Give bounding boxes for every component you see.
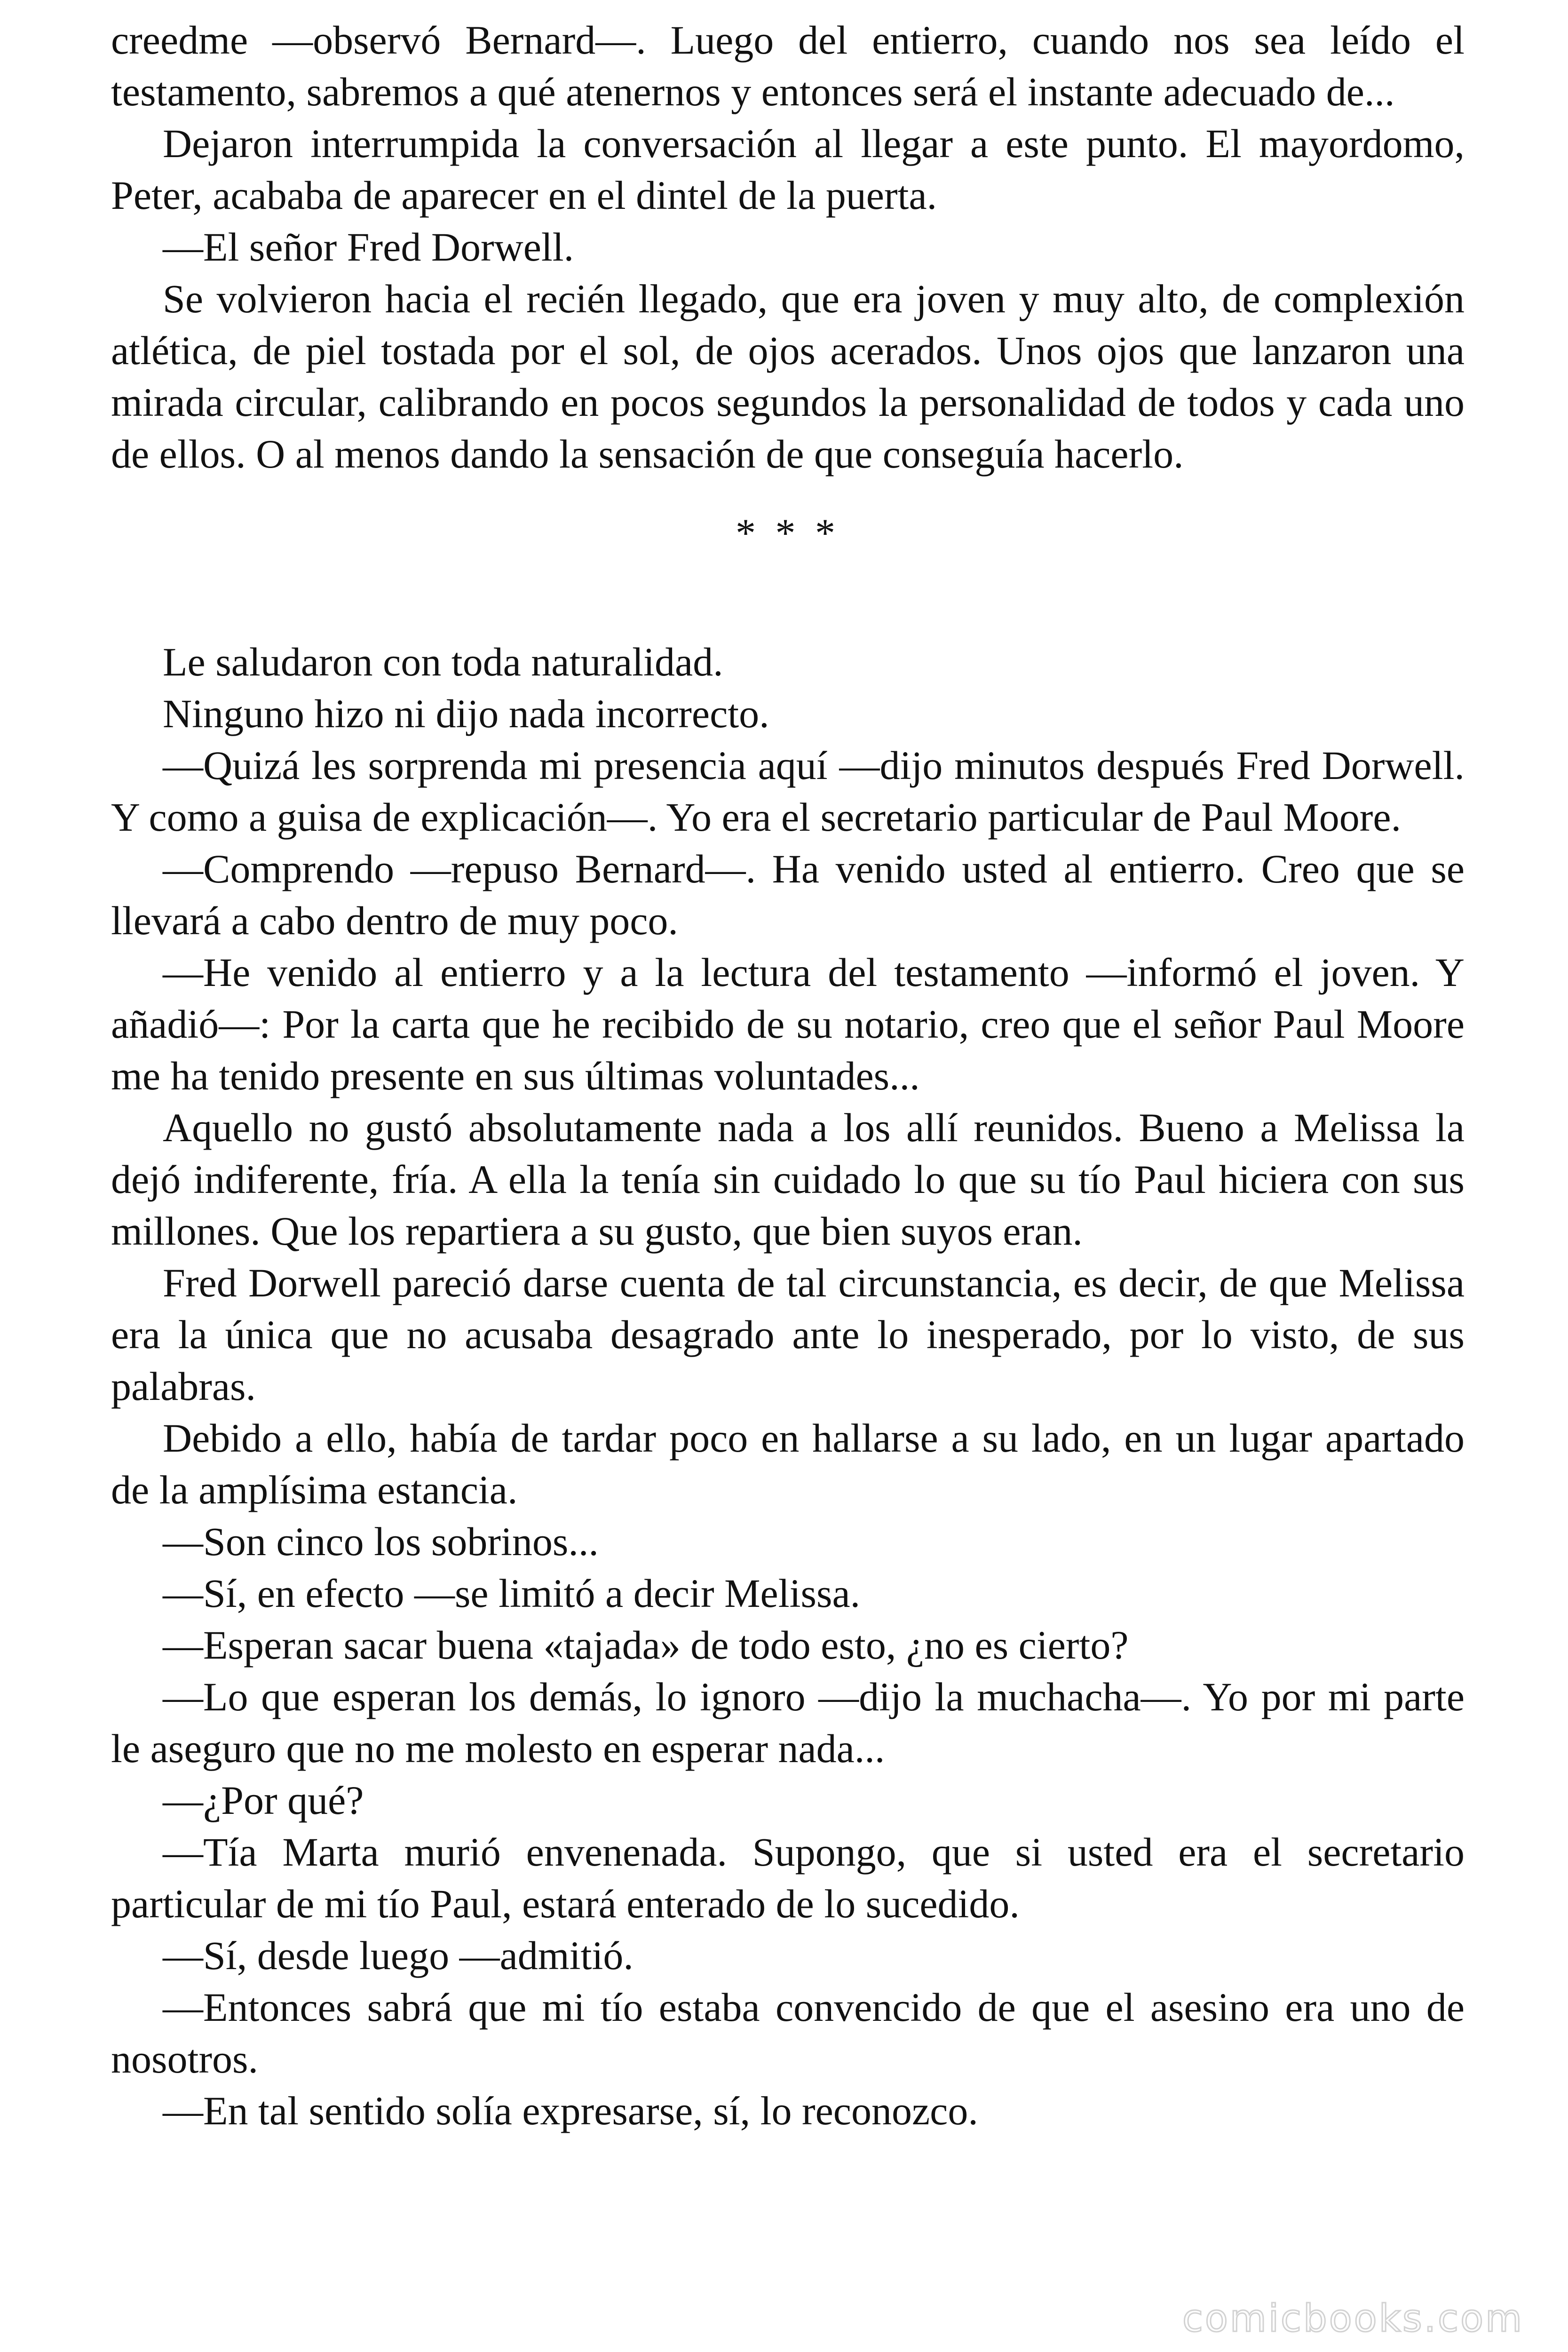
paragraph: —Sí, desde luego —admitió.: [163, 1933, 634, 1978]
paragraph: —Comprendo —repuso Bernard—. Ha venido usted al entierro. Creo que se llevará a cabo dentro de muy poco.: [111, 846, 1465, 943]
paragraph: —Lo que esperan los demás, lo ignoro —dijo la muchacha—. Yo por mi parte le aseguro que no me molesto en esperar nada...: [111, 1674, 1465, 1771]
paragraph: Dejaron interrumpida la conversación al llegar a este punto. El mayordomo, Peter, acababa de aparecer en el dintel de la puerta.: [111, 121, 1465, 218]
paragraph: Aquello no gustó absolutamente nada a los allí reunidos. Bueno a Melissa la dejó indiferente, fría. A ella la tenía sin cuidado lo que su tío Paul hiciera con sus millones. Que los repartiera a su gusto, que bien suyos eran.: [111, 1105, 1465, 1254]
watermark-logo: comicbooks.com: [1182, 2296, 1524, 2340]
paragraph: —En tal sentido solía expresarse, sí, lo reconozco.: [163, 2088, 978, 2133]
paragraph: —Entonces sabrá que mi tío estaba convencido de que el asesino era uno de nosotros.: [111, 1985, 1465, 2082]
book-page: [111, 14, 1465, 2137]
paragraph: Fred Dorwell pareció darse cuenta de tal circunstancia, es decir, de que Melissa era la única que no acusaba desagrado ante lo inesperado, por lo visto, de sus palabras.: [111, 1260, 1465, 1409]
paragraph: —Quizá les sorprenda mi presencia aquí —dijo minutos después Fred Dorwell. Y como a guisa de explicación—. Yo era el secretario particular de Paul Moore.: [111, 743, 1465, 840]
paragraph: —¿Por qué?: [163, 1778, 364, 1823]
paragraph: —El señor Fred Dorwell.: [163, 224, 574, 270]
paragraph: Se volvieron hacia el recién llegado, que era joven y muy alto, de complexión atlética, de piel tostada por el sol, de ojos acerados. Unos ojos que lanzaron una mirada circular, calibrando en pocos segundos la personalidad de todos y cada uno de ellos. O al menos dando la sensación de que conseguía hacerlo.: [111, 276, 1465, 477]
paragraph: Ninguno hizo ni dijo nada incorrecto.: [163, 691, 769, 736]
paragraph: —Sí, en efecto —se limitó a decir Melissa.: [163, 1571, 861, 1616]
paragraph: Le saludaron con toda naturalidad.: [163, 639, 723, 684]
section-separator: * * *: [736, 510, 840, 556]
paragraph: Debido a ello, había de tardar poco en hallarse a su lado, en un lugar apartado de la amplísima estancia.: [111, 1415, 1465, 1512]
paragraph: creedme —observó Bernard—. Luego del entierro, cuando nos sea leído el testamento, sabremos a qué atenernos y entonces será el instante adecuado de...: [111, 17, 1465, 114]
paragraph: —Tía Marta murió envenenada. Supongo, que si usted era el secretario particular de mi tío Paul, estará enterado de lo sucedido.: [111, 1829, 1465, 1926]
paragraph: —He venido al entierro y a la lectura del testamento —informó el joven. Y añadió—: Por la carta que he recibido de su notario, creo que el señor Paul Moore me ha tenido presente en sus últimas voluntades...: [111, 950, 1465, 1098]
paragraph: —Son cinco los sobrinos...: [163, 1519, 599, 1564]
paragraph: —Esperan sacar buena «tajada» de todo esto, ¿no es cierto?: [163, 1622, 1129, 1668]
